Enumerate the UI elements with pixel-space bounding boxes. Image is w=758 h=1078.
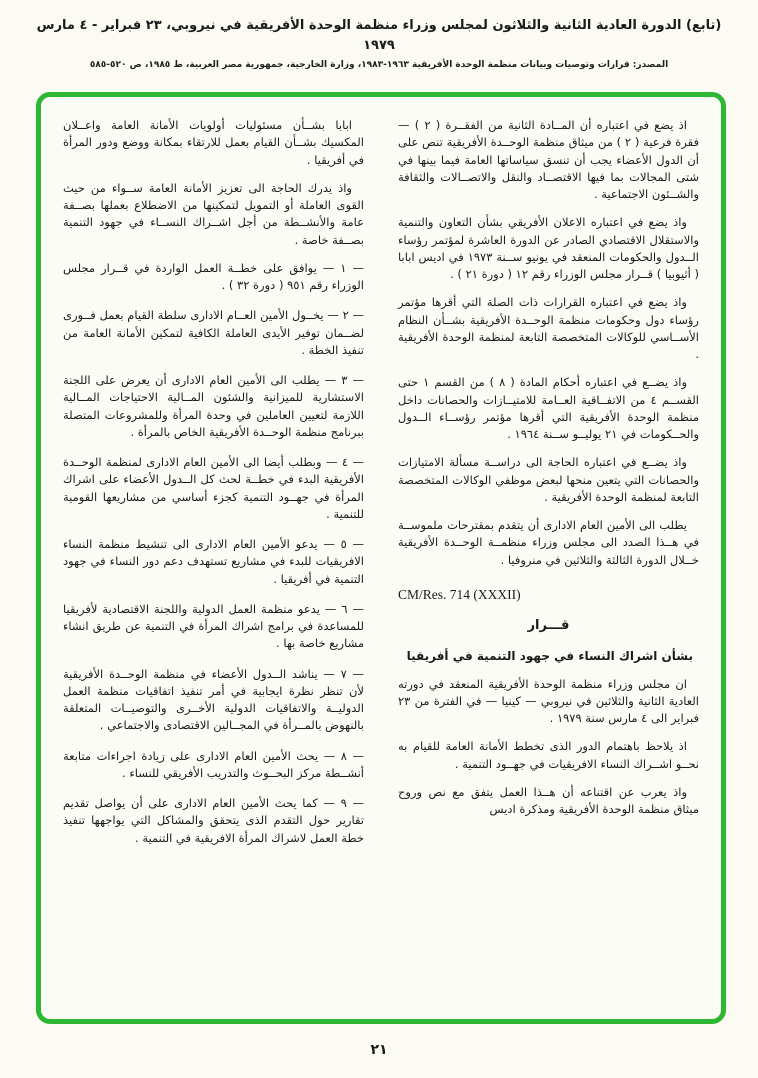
paragraph: اذ يضع في اعتباره أن المــادة الثانية من الفقــرة ( ٢ ) — فقرة فرعية ( ٢ ) من ميثاق منظمة الوحــدة الأفريقية تنص على أن الدول الأعضاء يجب أن تنسق سياساتها العامة فيما بينها في شتى المجالات بما فيها الاقتصــاد والنقل والاتصــالات والثقافة والشــئون الاجتماعية .	[398, 118, 699, 201]
page-number: ٢١	[370, 1042, 388, 1058]
header-source-line: المصدر: قرارات وتوصيات وبيانات منظمة الوحدة الأفريقية ١٩٦٣-١٩٨٣، وزارة الخارجية، جمهورية مصر العربية، ط ١٩٨٥، ص ٥٢٠-٥٨٥	[89, 60, 669, 70]
page-header	[0, 0, 758, 70]
numbered-item: — ٤ — وبطلب أيضا الى الأمين العام الادارى لمنظمة الوحــدة الأفريقية البدء في خطــة لحث كل الــدول الأعضاء على اشراك المرأة في جهــود التنمية كجزء أساسي من مشاريعها القومية للتنمية .	[63, 455, 364, 521]
paragraph: واذ يضــع في اعتباره أحكام المادة ( ٨ ) من القسم ١ حتى القســم ٤ من الاتفــاقية العــامة للامتيــازات والحصانات داخل منظمة الوحدة الأفريقية التي أقرها مؤتمر رؤســاء الــدول والحــكومات في ٢١ يوليــو ســنة ١٩٦٤ .	[398, 375, 699, 441]
paragraph: واذ يضع في اعتباره الاعلان الأفريقي بشأن التعاون والتنمية والاستقلال الاقتصادي الصادر عن الدورة العاشرة لمؤتمر رؤساء الــدول والحكومات المنعقد في يونيو ســنة ١٩٧٣ في اديس ابابا ( أثيوبيا ) قــرار مجلس الوزراء رقم ١٢ ( دورة ٢١ ) .	[398, 215, 699, 281]
numbered-item: — ٨ — يحث الأمين العام الادارى على زيادة اجراءات متابعة أنشــطة مركز البحــوث والتدريب الأفريقي للنساء .	[63, 748, 364, 780]
numbered-item: — ٦ — يدعو منظمة العمل الدولية واللجنة الاقتصادية لأفريقيا للمساعدة في برامج اشراك المرأة في التنمية عن طريق انشاء مشاريع خاصة بها .	[63, 601, 364, 651]
paragraph: واذ يضــع في اعتباره الحاجة الى دراســة مسألة الامتيازات والحصانات التي يتعين منحها لبعض موظفي الوكالات المتخصصة التابعة لمنظمة الوحدة الأفريقية .	[398, 455, 699, 504]
numbered-item: — ٣ — يطلب الى الأمين العام الادارى أن يعرض على اللجنة الاستشارية للميزانية والشئون المــالية الاحتياجات المــالية اللازمة لتعيين العاملين في وحدة المرأة وللمشروعات المتصلة ببرنامج منظمة الوحــدة الأفريقية الخاص بالمرأة .	[63, 373, 365, 439]
numbered-item: — ٥ — يدعو الأمين العام الادارى الى تنشيط منظمة النساء الافريقيات للبدء في مشاريع تستهدف دعم دور النساء في جهود التنمية في أفريقيا .	[63, 537, 365, 586]
document-frame	[36, 92, 726, 1024]
left-column	[63, 117, 364, 1005]
paragraph: واذ يدرك الحاجة الى تعزيز الأمانة العامة ســواء من حيث القوى العاملة أو التمويل لتمكينها من الاضطلاع بعملها بصــفة عامة والأنشــطة من أجل اشــراك النســاء في جهود التنمية بصــفة خاصة .	[63, 180, 364, 247]
paragraph: واذ يضع في اعتباره القرارات ذات الصلة التي أقرها مؤتمر رؤساء دول وحكومات منظمة الوحــدة الأفريقية بشــأن النظام الأســاسي للوكالات المتخصصة التابعة لمنظمة الوحدة الأفريقية .	[398, 295, 699, 361]
two-column-layout	[63, 117, 699, 1005]
paragraph: ابابا بشــأن مسئوليات أولويات الأمانة العامة واعــلان المكسيك بشــأن القيام بعمل للارتقاء بمكانة ووضع ودور المرأة في أفريقيا .	[63, 118, 364, 167]
right-column	[398, 117, 699, 1005]
resolution-subject: بشأن اشراك النساء في جهود التنمية في أفريقيا	[406, 648, 693, 663]
header-session-title: (تابع) الدورة العادية الثانية والثلاثون لمجلس وزراء منظمة الوحدة الأفريقية في نيروبي، ٢٣ فبراير - ٤ مارس ١٩٧٩	[36, 18, 722, 53]
numbered-item: — ٩ — كما يحث الأمين العام الادارى على أن يواصل تقديم تقارير حول التقدم الذى يتحقق والمشاكل التي يواجهها تنفيذ خطة العمل لاشراك المرأة الافريقية في التنمية .	[63, 796, 364, 845]
paragraph: يطلب الى الأمين العام الادارى أن يتقدم بمقترحات ملموســة في هــذا الصدد الى مجلس وزراء منظمــة الوحــدة الأفريقية خــلال الدورة الثالثة والثلاثين في منروفيا .	[398, 518, 699, 567]
resolution-heading: قـــرار	[527, 618, 570, 633]
resolution-reference: CM/Res. 714 (XXXII)	[398, 586, 521, 602]
numbered-item: — ١ — يوافق على خطــة العمل الواردة في قــرار مجلس الوزراء رقم ٩٥١ ( دورة ٣٢ ) .	[63, 260, 364, 292]
numbered-item: — ٧ — يناشد الــدول الأعضاء في منظمة الوحــدة الأفريقية لأن تنظر نظرة ايجابية في أمر تنفيذ اتفاقيات منظمة العمل الدوليــة والاتفاقيات الدولية الأخــرى والتوصيــات المتعلقة بالنهوض بالمــرأة في المجــالين الاقتصادى والاجتماعي .	[63, 666, 364, 733]
numbered-item: — ٢ — يخــول الأمين العــام الادارى سلطة القيام بعمل فــورى لضــمان توفير الأيدى العاملة الكافية لتمكين الأمانة العامة من تنفيذ الخطة .	[63, 308, 365, 357]
paragraph: واذ يعرب عن اقتناعه أن هــذا العمل يتفق مع نص وروح ميثاق منظمة الوحدة الأفريقية ومذكرة اديس	[398, 784, 699, 816]
paragraph: ان مجلس وزراء منظمة الوحدة الأفريقية المنعقد في دورته العادية الثانية والثلاثين في نيروبي — كينيا — في الفترة من ٢٣ فبراير الى ٤ مارس سنة ١٩٧٩ .	[398, 676, 699, 725]
paragraph: اذ يلاحظ باهتمام الدور الذى تخطط الأمانة العامة للقيام به نحــو اشــراك النساء الافريقيات في جهــود التنمية .	[398, 739, 699, 771]
